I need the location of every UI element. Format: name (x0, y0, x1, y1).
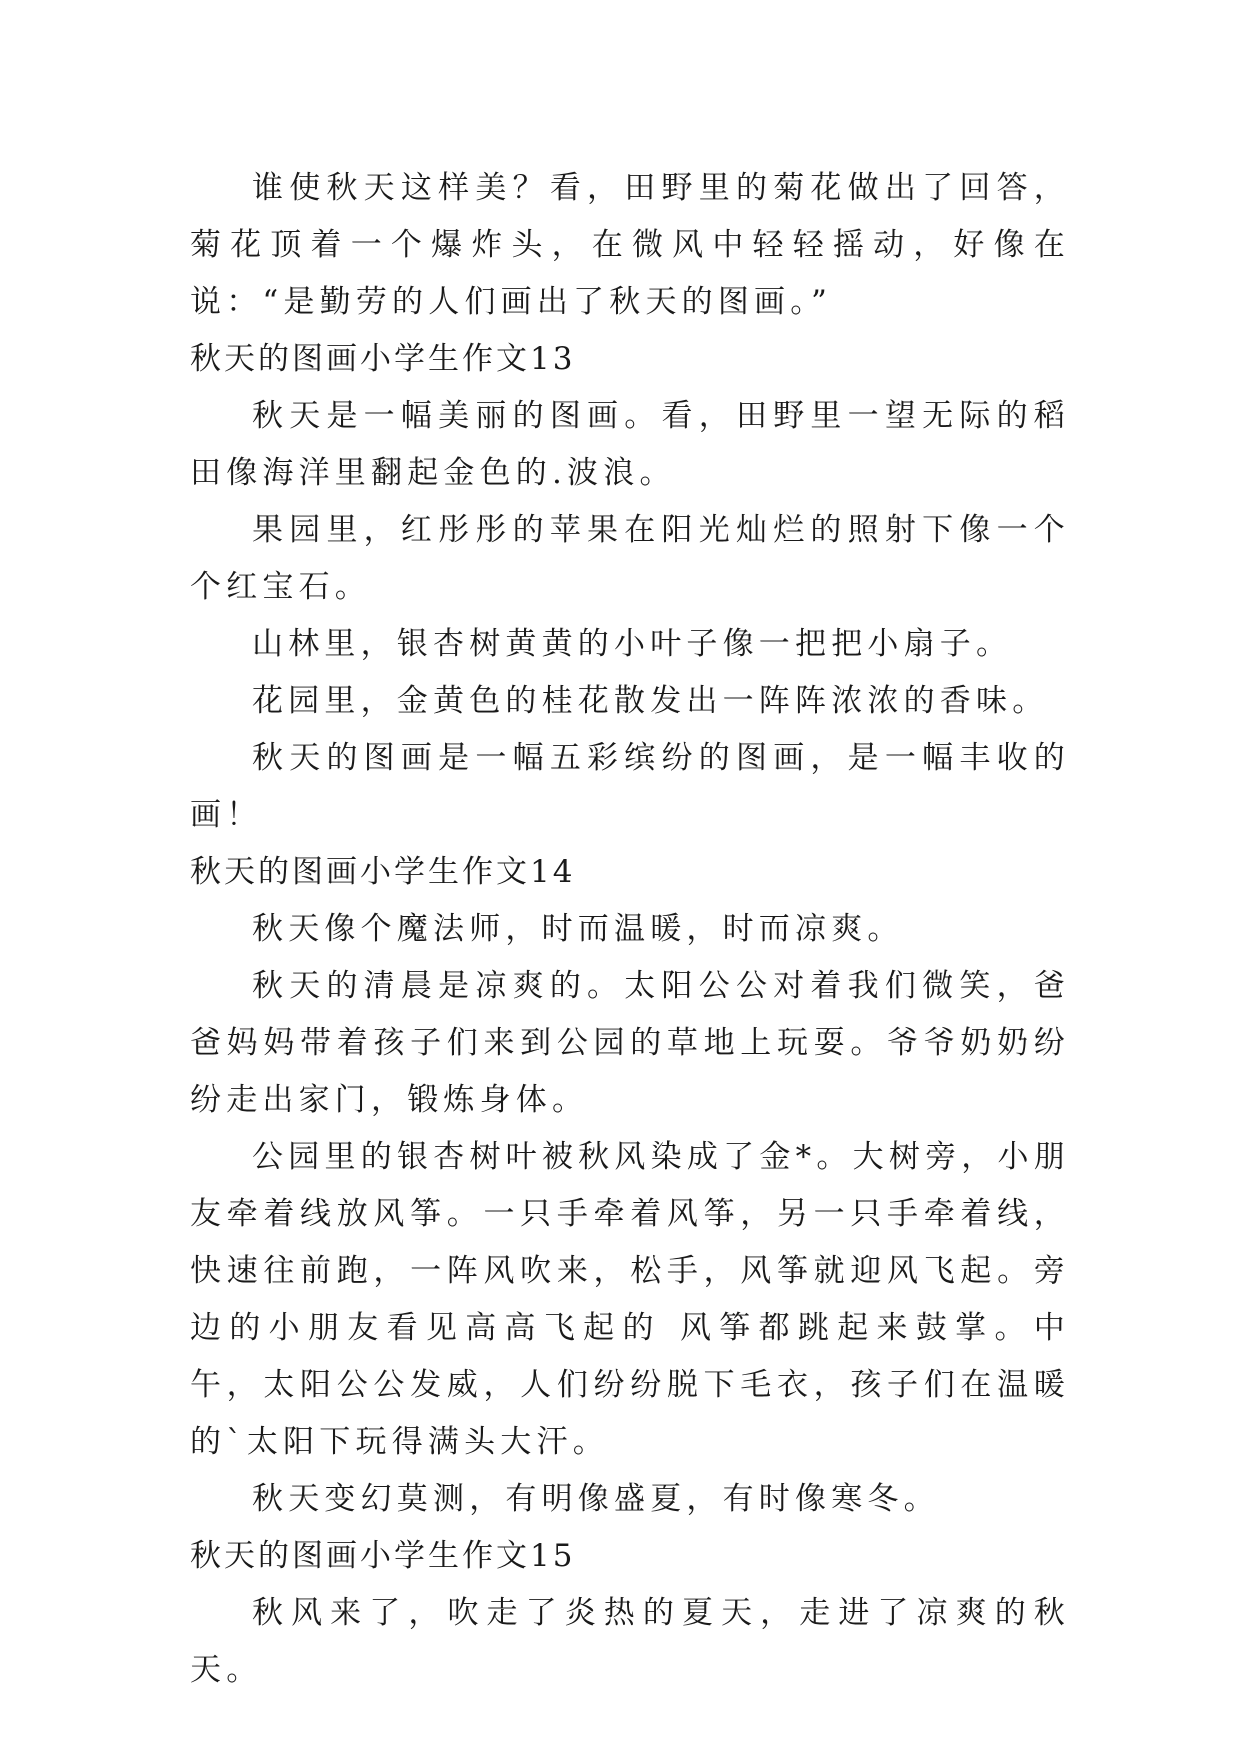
paragraph-15-1: 秋风来了，吹走了炎热的夏天，走进了凉爽的秋天。 (190, 1595, 1070, 1688)
essay-heading-13: 秋天的图画小学生作文13 (190, 341, 576, 377)
paragraph-14-4: 秋天变幻莫测，有明像盛夏，有时像寒冬。 (252, 1481, 940, 1517)
paragraph-14-2: 秋天的清晨是凉爽的。太阳公公对着我们微笑，爸爸妈妈带着孩子们来到公园的草地上玩耍。爷爷奶奶纷纷走出家门，锻炼身体。 (190, 968, 1070, 1118)
paragraph-13-3: 山林里，银杏树黄黄的小叶子像一把把小扇子。 (252, 626, 1013, 662)
paragraph-13-2: 果园里，红彤彤的苹果在阳光灿烂的照射下像一个个红宝石。 (190, 512, 1070, 605)
paragraph-14-1: 秋天像个魔法师，时而温暖，时而凉爽。 (252, 911, 904, 947)
essay-heading-14: 秋天的图画小学生作文14 (190, 854, 576, 890)
document-page (190, 160, 1070, 1699)
paragraph-13-5: 秋天的图画是一幅五彩缤纷的图画，是一幅丰收的画！ (190, 740, 1070, 833)
paragraph-13-1: 秋天是一幅美丽的图画。看，田野里一望无际的稻田像海洋里翻起金色的.波浪。 (190, 398, 1070, 491)
paragraph-intro-ending: 谁使秋天这样美？看，田野里的菊花做出了回答，菊花顶着一个爆炸头，在微风中轻轻摇动，好像在说：“是勤劳的人们画出了秋天的图画。” (190, 170, 1070, 320)
paragraph-13-4: 花园里，金黄色的桂花散发出一阵阵浓浓的香味。 (252, 683, 1049, 719)
essay-heading-15: 秋天的图画小学生作文15 (190, 1538, 576, 1574)
paragraph-14-3: 公园里的银杏树叶被秋风染成了金*。大树旁，小朋友牵着线放风筝。一只手牵着风筝，另一只手牵着线，快速往前跑，一阵风吹来，松手，风筝就迎风飞起。旁边的小朋友看见高高飞起的 风筝都跳起来鼓掌。中午，太阳公公发威，人们纷纷脱下毛衣，孩子们在温暖的`太阳下玩得满头大汗。 (190, 1139, 1070, 1460)
